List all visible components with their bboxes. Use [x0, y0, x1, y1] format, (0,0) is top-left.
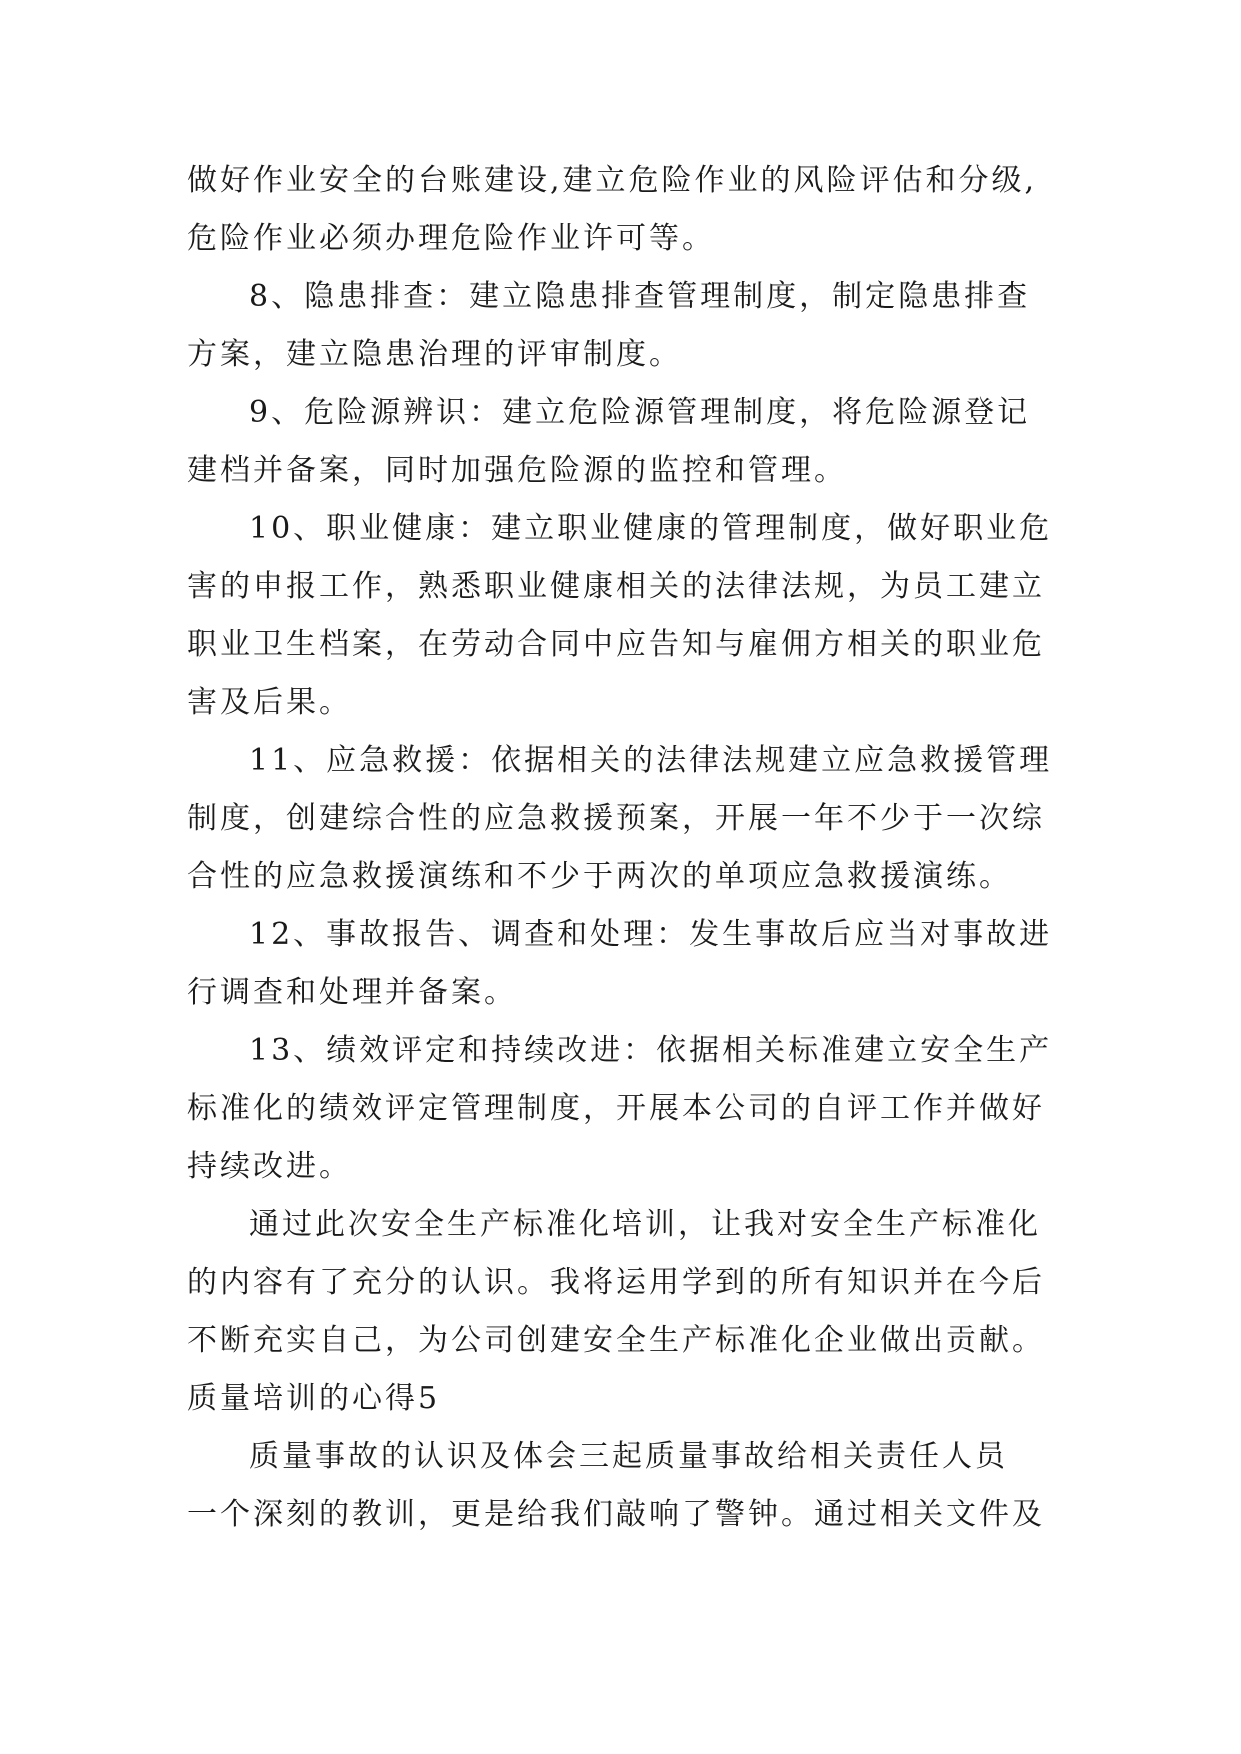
text-line: 标准化的绩效评定管理制度，开展本公司的自评工作并做好	[187, 1091, 1045, 1126]
text-line: 的内容有了充分的认识。我将运用学到的所有知识并在今后	[187, 1265, 1045, 1300]
text-line: 一个深刻的教训，更是给我们敲响了警钟。通过相关文件及	[187, 1497, 1045, 1532]
paragraph-start-line: 12、事故报告、调查和处理：发生事故后应当对事故进	[249, 917, 1053, 952]
paragraph-start-line: 9、危险源辨识：建立危险源管理制度，将危险源登记	[249, 395, 1031, 430]
text-line: 做好作业安全的台账建设,建立危险作业的风险评估和分级,	[187, 163, 1038, 198]
paragraph-start-line: 10、职业健康：建立职业健康的管理制度，做好职业危	[249, 511, 1053, 546]
text-line: 行调查和处理并备案。	[187, 975, 517, 1010]
text-line: 制度，创建综合性的应急救援预案，开展一年不少于一次综	[187, 801, 1045, 836]
section-heading: 质量培训的心得5	[187, 1381, 441, 1416]
paragraph-start-line: 13、绩效评定和持续改进：依据相关标准建立安全生产	[249, 1033, 1053, 1068]
paragraph-start-line: 通过此次安全生产标准化培训，让我对安全生产标准化	[249, 1207, 1041, 1242]
text-line: 害及后果。	[187, 685, 352, 720]
text-line: 害的申报工作，熟悉职业健康相关的法律法规，为员工建立	[187, 569, 1045, 604]
text-line: 合性的应急救援演练和不少于两次的单项应急救援演练。	[187, 859, 1012, 894]
paragraph-start-line: 8、隐患排查：建立隐患排查管理制度，制定隐患排查	[249, 279, 1031, 314]
paragraph-start-line: 11、应急救援：依据相关的法律法规建立应急救援管理	[249, 743, 1053, 778]
text-line: 持续改进。	[187, 1149, 352, 1184]
text-line: 不断充实自己，为公司创建安全生产标准化企业做出贡献。	[187, 1323, 1045, 1358]
text-line: 危险作业必须办理危险作业许可等。	[187, 221, 715, 256]
text-line: 方案，建立隐患治理的评审制度。	[187, 337, 682, 372]
document-body	[187, 152, 1067, 1544]
text-line: 建档并备案，同时加强危险源的监控和管理。	[187, 453, 847, 488]
text-line: 职业卫生档案，在劳动合同中应告知与雇佣方相关的职业危	[187, 627, 1045, 662]
paragraph-start-line: 质量事故的认识及体会三起质量事故给相关责任人员	[249, 1439, 1008, 1474]
